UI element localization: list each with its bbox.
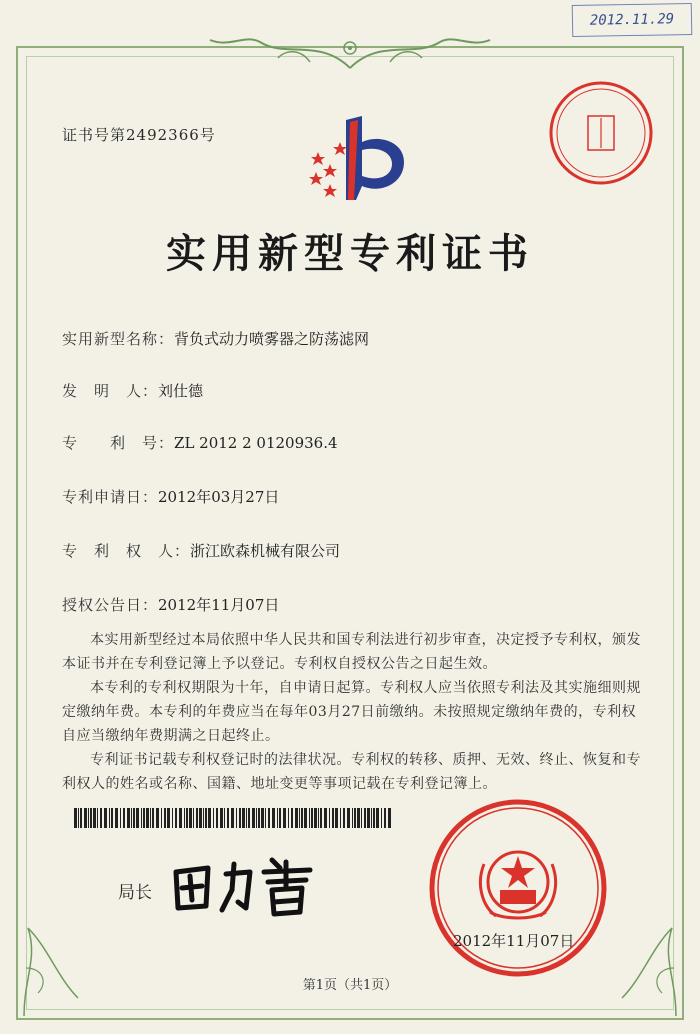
- barcode-bar: [133, 808, 135, 828]
- barcode-bar: [265, 808, 266, 828]
- barcode-bar: [301, 808, 303, 828]
- barcode-bar: [320, 808, 322, 828]
- barcode-bar: [123, 808, 125, 828]
- filing-date-label: 专利申请日：: [62, 488, 159, 506]
- barcode-bar: [242, 808, 245, 828]
- barcode-bar: [150, 808, 151, 828]
- barcode-bar: [208, 808, 211, 828]
- barcode-bar: [256, 808, 257, 828]
- filing-date-field: [62, 486, 279, 507]
- barcode-bar: [193, 808, 194, 828]
- barcode-bar: [161, 808, 162, 828]
- seal-date: 2012年11月07日: [453, 932, 575, 950]
- barcode-bar: [199, 808, 202, 828]
- patent-number-value: ZL 2012 2 0120936.4: [174, 434, 338, 452]
- barcode-bar: [156, 808, 159, 828]
- barcode-bar: [314, 808, 317, 828]
- barcode-bar: [361, 808, 362, 828]
- barcode-bar: [78, 808, 79, 828]
- barcode-bar: [136, 808, 139, 828]
- barcode-bar: [388, 808, 391, 828]
- barcode-bar: [236, 808, 237, 828]
- tax-seal: [546, 78, 656, 188]
- bottom-right-ornament: [612, 898, 682, 1018]
- barcode-bar: [272, 808, 275, 828]
- barcode-bar: [227, 808, 229, 828]
- barcode-bar: [143, 808, 145, 828]
- top-ornament: [190, 28, 510, 74]
- certificate-body: [62, 628, 642, 796]
- barcode-bar: [90, 808, 92, 828]
- director-label: 局长: [118, 883, 152, 903]
- barcode-bar: [164, 808, 166, 828]
- barcode-bar: [354, 808, 356, 828]
- barcode-bar: [131, 808, 132, 828]
- paragraph-grant: 本实用新型经过本局依照中华人民共和国专利法进行初步审查，决定授予专利权，颁发本证书并在专利登记簿上予以登记。专利权自授权公告之日起生效。: [62, 632, 641, 672]
- barcode-bar: [367, 808, 370, 828]
- barcode-bar: [246, 808, 247, 828]
- inventor-field: [62, 380, 203, 401]
- utility-model-name-label: 实用新型名称：: [62, 330, 175, 348]
- barcode-bar: [295, 808, 298, 828]
- barcode-bar: [152, 808, 154, 828]
- barcode-bar: [203, 808, 204, 828]
- barcode-bar: [347, 808, 350, 828]
- barcode-bar: [224, 808, 225, 828]
- barcode-bar: [311, 808, 313, 828]
- barcode-bar: [179, 808, 182, 828]
- barcode-bar: [268, 808, 270, 828]
- barcode-bar: [371, 808, 372, 828]
- patentee-field: [62, 540, 340, 561]
- barcode-bar: [324, 808, 327, 828]
- barcode-bar: [309, 808, 310, 828]
- barcode-bar: [288, 808, 289, 828]
- barcode-bar: [186, 808, 188, 828]
- barcode-bar: [216, 808, 218, 828]
- inventor-value: 刘仕德: [158, 382, 204, 400]
- barcode-bar: [352, 808, 353, 828]
- grant-date-label: 授权公告日：: [62, 596, 159, 614]
- paragraph-term: 本专利的专利权期限为十年，自申请日起算。专利权人应当依照专利法及其实施细则规定缴纳年费。本专利的年费应当在每年03月27日前缴纳。未按照规定缴纳年费的，专利权自应当缴纳年费期满之日起终止。: [62, 680, 641, 744]
- barcode-bar: [141, 808, 142, 828]
- barcode-bar: [80, 808, 82, 828]
- barcode-bar: [291, 808, 293, 828]
- barcode-bar: [104, 808, 107, 828]
- barcode-bar: [283, 808, 286, 828]
- barcode-bar: [261, 808, 264, 828]
- barcode-bar: [93, 808, 96, 828]
- national-ip-office-seal: [424, 794, 612, 982]
- barcode-bar: [364, 808, 366, 828]
- barcode-bar: [109, 808, 110, 828]
- barcode-bar: [146, 808, 149, 828]
- barcode-bar: [167, 808, 170, 828]
- barcode-bar: [175, 808, 177, 828]
- barcode-bar: [205, 808, 207, 828]
- barcode-bar: [88, 808, 89, 828]
- bottom-left-ornament: [18, 898, 88, 1018]
- barcode-bar: [277, 808, 278, 828]
- barcode-bar: [329, 808, 330, 828]
- corner-date-stamp: 2012.11.29: [572, 3, 693, 37]
- barcode-bar: [343, 808, 345, 828]
- barcode-bar: [248, 808, 250, 828]
- barcode-bar: [120, 808, 121, 828]
- barcode-bar: [299, 808, 300, 828]
- barcode-bar: [100, 808, 102, 828]
- utility-model-name-value: 背负式动力喷雾器之防荡滤网: [174, 330, 370, 348]
- barcode-bar: [196, 808, 198, 828]
- barcode-bar: [115, 808, 118, 828]
- barcode-bar: [127, 808, 130, 828]
- barcode-bar: [304, 808, 307, 828]
- barcode-bar: [111, 808, 113, 828]
- filing-date-value: 2012年03月27日: [158, 488, 280, 506]
- barcode-bar: [279, 808, 281, 828]
- barcode-bar: [376, 808, 379, 828]
- barcode-bar: [239, 808, 241, 828]
- director-signature: [168, 850, 318, 922]
- barcode-bar: [384, 808, 386, 828]
- patentee-value: 浙江欧森机械有限公司: [190, 542, 341, 560]
- barcode-bar: [258, 808, 260, 828]
- barcode-bar: [172, 808, 173, 828]
- certificate-title: 实用新型专利证书: [166, 230, 534, 277]
- patentee-label: 专 利 权 人：: [62, 542, 191, 560]
- inventor-label: 发 明 人：: [62, 382, 159, 400]
- barcode-bar: [189, 808, 192, 828]
- patent-number-field: [62, 432, 338, 453]
- patent-number-label: 专 利 号：: [62, 434, 175, 452]
- barcode-bar: [84, 808, 87, 828]
- barcode-bar: [220, 808, 223, 828]
- grant-date-value: 2012年11月07日: [158, 596, 280, 614]
- patent-office-logo: [300, 112, 412, 204]
- grant-date-field: [62, 594, 279, 615]
- barcode-bar: [231, 808, 234, 828]
- certificate-number: 证书号第2492366号: [62, 126, 216, 144]
- barcode-bar: [373, 808, 375, 828]
- barcode-bar: [74, 808, 77, 828]
- utility-model-name-field: [62, 328, 369, 349]
- barcode-bar: [340, 808, 341, 828]
- barcode-bar: [318, 808, 319, 828]
- barcode-bar: [332, 808, 334, 828]
- barcode-bar: [335, 808, 338, 828]
- paragraph-legal-status: 专利证书记载专利权登记时的法律状况。专利权的转移、质押、无效、终止、恢复和专利权人的姓名或名称、国籍、地址变更等事项记载在专利登记簿上。: [62, 752, 641, 792]
- page-number: 第1页（共1页）: [302, 978, 398, 993]
- barcode-bar: [97, 808, 98, 828]
- barcode-bar: [357, 808, 360, 828]
- barcode-bar: [213, 808, 214, 828]
- barcode-bar: [381, 808, 382, 828]
- barcode: [74, 808, 394, 828]
- barcode-bar: [252, 808, 255, 828]
- barcode-bar: [184, 808, 185, 828]
